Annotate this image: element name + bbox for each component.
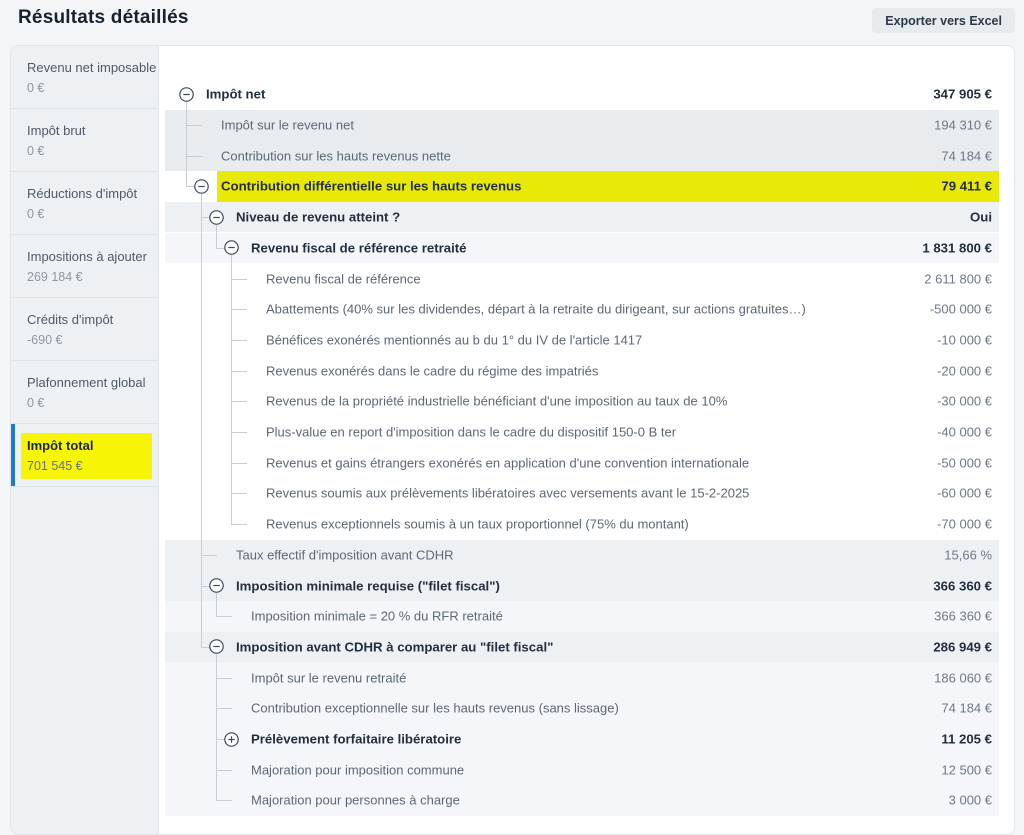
row-label: Revenus et gains étrangers exonérés en application d'une convention internationale [266,455,750,471]
row-value: 12 500 € [941,762,992,778]
sidebar-item-content [21,181,152,227]
tree-row [159,417,1014,448]
page-title: Résultats détaillés [18,7,189,28]
row-label: Majoration pour imposition commune [251,762,465,778]
collapse-icon[interactable] [209,210,224,225]
row-label: Imposition minimale requise ("filet fiscal") [236,578,500,594]
row-value: 366 360 € [934,608,992,624]
sidebar-item-label: Crédits d'impôt [27,312,114,327]
row-label: Prélèvement forfaitaire libératoire [251,731,462,747]
row-value: -30 000 € [937,393,992,409]
row-value: -40 000 € [937,424,992,440]
tree-row [159,202,1014,233]
row-label: Majoration pour personnes à charge [251,792,460,808]
sidebar-item-value: -690 € [27,333,63,347]
row-label: Impôt sur le revenu retraité [251,670,407,686]
row-value: -60 000 € [937,485,992,501]
tree-row [159,570,1014,601]
sidebar-item-label: Revenu net imposable [27,60,157,75]
row-value: 286 949 € [933,639,992,655]
tree-row [159,140,1014,171]
row-label: Imposition avant CDHR à comparer au "filet fiscal" [236,639,554,655]
row-value: -500 000 € [929,301,992,317]
sidebar-item-content [21,55,157,101]
sidebar-item[interactable] [11,172,158,235]
tree-row [159,447,1014,478]
row-label: Revenus de la propriété industrielle bénéficiant d'une imposition au taux de 10% [266,393,728,409]
row-value: Oui [970,209,992,225]
collapse-icon[interactable] [179,87,194,102]
row-label: Impôt sur le revenu net [221,117,354,133]
row-label: Bénéfices exonérés mentionnés au b du 1° du IV de l'article 1417 [266,332,643,348]
sidebar-item-label: Réductions d'impôt [27,186,138,201]
tree-row [159,601,1014,632]
row-label: Contribution sur les hauts revenus nette [221,148,451,164]
sidebar-item-label: Impôt brut [27,123,86,138]
tree-row [159,263,1014,294]
row-value: 2 611 800 € [924,271,992,287]
sidebar-item-value: 0 € [27,207,45,221]
row-label: Revenus soumis aux prélèvements libératoires avec versements avant le 15-2-2025 [266,485,750,501]
row-value: -70 000 € [937,516,992,532]
export-excel-button[interactable]: Exporter vers Excel [872,8,1015,33]
tree-row [159,693,1014,724]
sidebar-item[interactable] [11,361,158,424]
sidebar-item-value: 0 € [27,144,45,158]
sidebar-item-content [21,370,152,416]
active-indicator [11,424,15,486]
tree-row [159,325,1014,356]
sidebar-item-label: Plafonnement global [27,375,146,390]
tree-row [159,662,1014,693]
row-label: Taux effectif d'imposition avant CDHR [236,547,454,563]
row-label: Abattements (40% sur les dividendes, départ à la retraite du dirigeant, sur actions gratuites…) [266,301,806,317]
tree-row [159,785,1014,816]
collapse-icon[interactable] [209,578,224,593]
tree-row [159,355,1014,386]
row-label: Imposition minimale = 20 % du RFR retraité [251,608,503,624]
sidebar-item-content [21,244,152,290]
row-label: Revenu fiscal de référence [266,271,421,287]
sidebar-item-value: 0 € [27,396,45,410]
row-value: -50 000 € [937,455,992,471]
row-value: 74 184 € [941,700,992,716]
tree-row [159,509,1014,540]
row-label: Impôt net [206,86,266,102]
tree [159,46,1014,834]
row-label: Contribution exceptionnelle sur les hauts revenus (sans lissage) [251,700,619,716]
tree-row [159,171,1014,202]
row-value: 186 060 € [934,670,992,686]
row-label: Revenu fiscal de référence retraité [251,240,467,256]
tree-row [159,478,1014,509]
row-value: 1 831 800 € [922,240,992,256]
row-value: 79 411 € [941,178,992,194]
sidebar-item-content [21,118,152,164]
row-value: 347 905 € [933,86,992,102]
tree-row [159,632,1014,663]
sidebar-item[interactable] [11,109,158,172]
sidebar-item[interactable] [11,235,158,298]
tree-row [159,110,1014,141]
tree-row [159,79,1014,110]
sidebar-item-content [21,307,152,353]
row-label: Plus-value en report d'imposition dans le cadre du dispositif 150-0 B ter [266,424,677,440]
row-value: 11 205 € [941,731,992,747]
row-value: 15,66 % [944,547,992,563]
row-value: 366 360 € [933,578,992,594]
sidebar-item[interactable] [11,46,158,109]
row-value: -10 000 € [937,332,992,348]
collapse-icon[interactable] [224,240,239,255]
sidebar [11,46,159,834]
main-card [10,45,1015,835]
sidebar-item-value: 269 184 € [27,270,83,284]
sidebar-item-label: Impôt total [27,438,94,453]
row-label: Revenus exonérés dans le cadre du régime des impatriés [266,363,599,379]
sidebar-item[interactable] [11,424,158,487]
row-value: -20 000 € [937,363,992,379]
sidebar-item[interactable] [11,298,158,361]
sidebar-item-label: Impositions à ajouter [27,249,147,264]
tree-row [159,294,1014,325]
row-label: Niveau de revenu atteint ? [236,209,401,225]
tree-row [159,386,1014,417]
sidebar-item-content [21,433,152,479]
row-value: 194 310 € [934,117,992,133]
collapse-icon[interactable] [194,179,209,194]
tree-row [159,233,1014,264]
tree-row [159,540,1014,571]
tree-row [159,754,1014,785]
row-value: 3 000 € [948,792,992,808]
expand-icon[interactable] [224,732,239,747]
sidebar-item-value: 701 545 € [27,459,83,473]
header [0,0,1024,45]
sidebar-item-value: 0 € [27,81,45,95]
row-label: Revenus exceptionnels soumis à un taux proportionnel (75% du montant) [266,516,689,532]
tree-row [159,724,1014,755]
row-value: 74 184 € [941,148,992,164]
collapse-icon[interactable] [209,639,224,654]
row-label: Contribution différentielle sur les hauts revenus [221,178,522,194]
